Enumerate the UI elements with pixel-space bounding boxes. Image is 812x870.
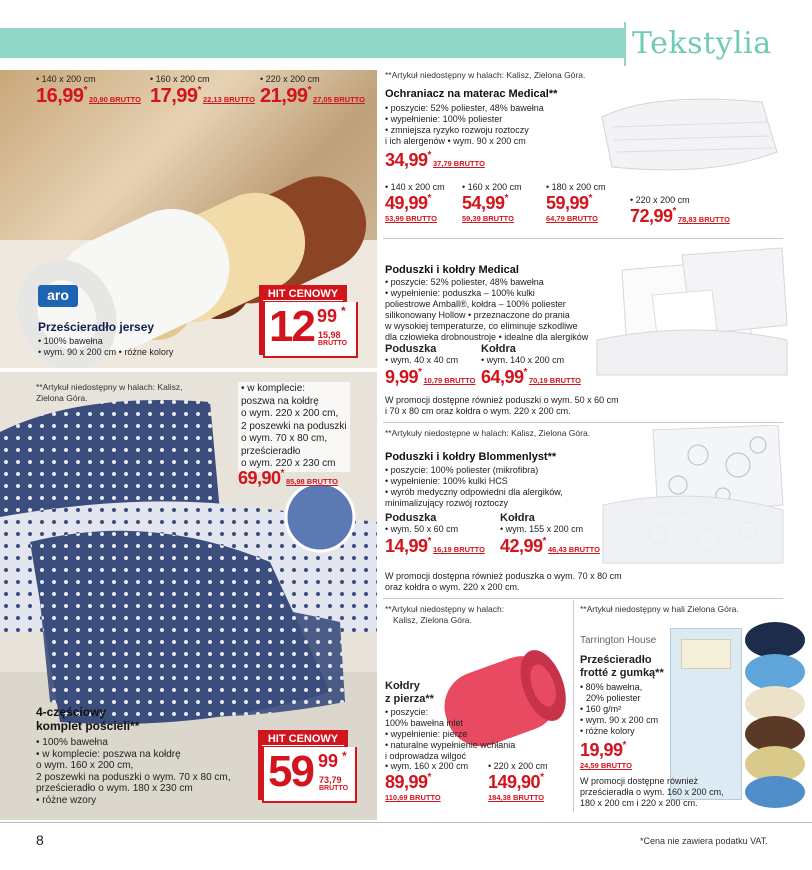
note-line: **Artykuł niedostępny w halach:	[385, 604, 505, 614]
price: 54,99	[462, 193, 505, 213]
title-line: z pierza**	[385, 693, 434, 705]
vertical-divider	[573, 600, 574, 812]
bullet: prześcieradło o wym. 180 x 230 cm	[36, 783, 193, 794]
medical-duvet: Kołdra • wym. 140 x 200 cm 64,99*70,19 BRUTTO	[481, 343, 581, 387]
bullet: 100% bawełna inlet	[385, 718, 464, 728]
bullet: i odprowadza wilgoć	[385, 751, 467, 761]
bullet: silikonowany Hollow • przeznaczone do prania	[385, 310, 570, 320]
medical-promo	[385, 395, 619, 417]
bullet: • wyrób medyczny odpowiedni dla alergików,	[385, 487, 563, 497]
page-title: Tekstylia	[632, 26, 772, 61]
size-label: • 220 x 200 cm	[488, 761, 548, 771]
title-line: 4-częściowy	[36, 705, 107, 719]
note-line: Kalisz, Zielona Góra.	[393, 614, 472, 625]
promo-line: prześcieradła o wym. 160 x 200 cm,	[580, 787, 724, 797]
promo-line: oraz kołdra o wym. 220 x 200 cm.	[385, 582, 520, 592]
hit-price-cents: 99	[317, 306, 338, 326]
size-label: • wym. 155 x 200 cm	[500, 524, 584, 534]
divider	[383, 598, 783, 599]
aro-logo-text: aro	[47, 287, 69, 303]
price: 34,99	[385, 150, 428, 170]
frotte-bullets	[580, 682, 658, 737]
price: 49,99	[385, 193, 428, 213]
jersey-size-2: • 160 x 200 cm 17,99*22,13 BRUTTO	[150, 74, 255, 107]
bullet: • wym. 90 x 200 cm	[580, 715, 659, 725]
price: 149,90	[488, 772, 541, 792]
bullet: • wypełnienie: pierze	[385, 729, 468, 739]
bedding-set-description	[238, 382, 350, 472]
price: 16,99	[36, 85, 84, 107]
brutto-price: 53,99 BRUTTO	[385, 214, 437, 223]
bullet: • wypełnienie: 100% poliester	[385, 114, 503, 124]
hit-brutto: 73,79	[319, 775, 342, 785]
pierza-title	[385, 680, 434, 706]
divider	[383, 422, 783, 423]
bullet: • różne wzory	[36, 794, 97, 806]
size-label: • 180 x 200 cm	[546, 182, 606, 192]
bullet: poliestrowe Amball®, kołdra – 100% poliester	[385, 299, 566, 309]
bedding-bullets	[36, 737, 231, 806]
frotte-promo	[580, 776, 724, 809]
bullet: • 80% bawełna,	[580, 682, 643, 692]
brutto-price: 184,38 BRUTTO	[488, 793, 545, 802]
set-line: o wym. 220 x 230 cm	[241, 458, 336, 469]
footer-line	[0, 822, 812, 823]
set-line: poszwa na kołdrę	[241, 395, 319, 407]
brutto-price: 110,69 BRUTTO	[385, 793, 441, 802]
pillows-and-duvet-illustration	[592, 240, 792, 380]
set-line: o wym. 220 x 200 cm,	[241, 408, 339, 419]
price: 89,99	[385, 772, 428, 792]
jersey-title: Prześcieradło jersey	[38, 320, 155, 334]
frotte-package-image	[670, 628, 742, 800]
ochraniacz-size-4: • 220 x 200 cm 72,99*78,83 BRUTTO	[630, 195, 730, 226]
frotte-title	[580, 654, 664, 680]
price: 59,99	[546, 193, 589, 213]
duvet-label: Kołdra	[481, 343, 516, 355]
bullet: • różne kolory	[580, 726, 635, 736]
bullet: • zmniejsza ryzyko rozwoju roztoczy	[385, 125, 529, 135]
blommen-pillow: Poduszka • wym. 50 x 60 cm 14,99*16,19 BRUTTO	[385, 512, 485, 556]
page-number: 8	[36, 832, 44, 848]
blommen-title: Poduszki i kołdry Blommenlyst**	[385, 451, 557, 463]
bullet: • 160 g/m²	[580, 704, 622, 714]
blommen-note: **Artykuły niedostępne w halach: Kalisz, Zielona Góra.	[385, 428, 591, 438]
hit-brutto: 15,98	[318, 330, 341, 340]
hit-brutto-label: BRUTTO	[319, 785, 349, 792]
color-swatches-illustration	[740, 620, 810, 810]
promo-line: W promocji dostępne również poduszki o wym. 50 x 60 cm	[385, 395, 619, 405]
brutto-price: 20,90 BRUTTO	[88, 95, 141, 104]
aro-logo	[38, 285, 78, 307]
title-line: komplet pościeli**	[36, 719, 140, 733]
package-label-icon	[681, 639, 731, 669]
size-label: • 220 x 200 cm	[260, 74, 320, 84]
brutto-price: 10,79 BRUTTO	[423, 376, 476, 385]
size-label: • 220 x 200 cm	[630, 195, 690, 205]
jersey-bullets	[38, 336, 173, 358]
blommen-image	[598, 425, 786, 565]
blommen-promo	[385, 571, 622, 593]
hit-price-big: 12	[269, 302, 314, 351]
bedding-hit-price: 59 99 * 73,79 BRUTTO	[262, 747, 357, 803]
brutto-price: 27,05 BRUTTO	[312, 95, 365, 104]
hit-brutto-label: BRUTTO	[318, 340, 348, 347]
bullet: • wypełnienie: poduszka – 100% kulki	[385, 288, 535, 298]
ochraniacz-size-3: • 180 x 200 cm 59,99* 64,79 BRUTTO	[546, 182, 606, 223]
bullet: 2 poszewki na poduszki o wym. 70 x 80 cm,	[36, 771, 231, 783]
bullet: w wysokiej temperaturze, co eliminuje szkodliwe	[385, 321, 578, 331]
size-label: • 140 x 200 cm	[385, 182, 445, 192]
pierza-note	[385, 604, 504, 625]
pierza-bullets	[385, 707, 515, 762]
medical-bullets	[385, 277, 588, 343]
brutto-price: 46,43 BRUTTO	[547, 545, 600, 554]
ochraniacz-note: **Artykuł niedostępny w halach: Kalisz, Zielona Góra.	[385, 70, 586, 80]
hit-price-big: 59	[268, 747, 313, 796]
bullet: • poszycie: 100% poliester (mikrofibra)	[385, 465, 539, 475]
brutto-price: 16,19 BRUTTO	[432, 545, 485, 554]
size-label: • 160 x 200 cm	[150, 74, 210, 84]
ochraniacz-title: Ochraniacz na materac Medical**	[385, 88, 558, 100]
frotte-note: **Artykuł niedostępny w hali Zielona Góra.	[580, 604, 739, 614]
price: 14,99	[385, 536, 428, 556]
set-line: prześcieradło	[241, 445, 301, 457]
brutto-price: 37,79 BRUTTO	[432, 159, 485, 168]
set-line: o wym. 70 x 80 cm,	[241, 433, 328, 444]
divider	[383, 238, 783, 239]
bedding-title	[36, 705, 139, 733]
medical-pillow: Poduszka • wym. 40 x 40 cm 9,99*10,79 BRUTTO	[385, 343, 476, 387]
bullet: • naturalne wypełnienie wchłania	[385, 740, 516, 750]
jersey-hit-price: 12 99 * 15,98 BRUTTO	[263, 302, 358, 358]
price: 21,99	[260, 85, 308, 107]
bullet: • wym. 90 x 200 cm • różne kolory	[38, 347, 174, 357]
vat-note: *Cena nie zawiera podatku VAT.	[640, 836, 768, 846]
medical-image	[592, 240, 792, 380]
bullet: • 100% bawełna	[36, 737, 108, 748]
hit-label: HIT CENOWY	[262, 730, 344, 746]
ochraniacz-bullets	[385, 103, 544, 147]
mattress-protector-illustration	[592, 82, 784, 182]
ochraniacz-size-1: • 140 x 200 cm 49,99* 53,99 BRUTTO	[385, 182, 445, 223]
bullet: i ich alergenów • wym. 90 x 200 cm	[385, 136, 526, 146]
hit-label: HIT CENOWY	[263, 285, 343, 301]
size-label: • wym. 40 x 40 cm	[385, 355, 459, 365]
bullet: 20% poliester	[586, 693, 641, 703]
bedding-set-price-row: 69,90*85,98 BRUTTO	[238, 468, 338, 488]
price: 42,99	[500, 536, 543, 556]
frotte-swatches	[740, 620, 810, 810]
size-label: • 160 x 200 cm	[462, 182, 522, 192]
brutto-price: 70,19 BRUTTO	[528, 376, 581, 385]
bullet: • poszycie: 52% poliester, 48% bawełna	[385, 103, 544, 113]
pillow-label: Poduszka	[385, 343, 437, 355]
hit-price-cents: 99	[318, 751, 339, 771]
promo-line: W promocji dostępna również poduszka o wym. 70 x 80 cm	[385, 571, 622, 581]
frotte-brand: Tarrington House	[580, 635, 657, 646]
title-line: Kołdry	[385, 680, 420, 692]
brutto-price: 22,13 BRUTTO	[202, 95, 255, 104]
bullet: • 100% bawełna	[38, 336, 103, 346]
bullet: minimalizujący rozwój roztoczy	[385, 498, 509, 508]
bullet: • wypełnienie: 100% kulki HCS	[385, 476, 508, 486]
brutto-price: 24,59 BRUTTO	[580, 761, 632, 770]
pierza-size-1: • wym. 160 x 200 cm 89,99* 110,69 BRUTTO	[385, 761, 469, 802]
brutto-price: 64,79 BRUTTO	[546, 214, 598, 223]
floral-bedding-illustration	[598, 425, 786, 565]
price: 64,99	[481, 367, 524, 387]
bullet: • poszycie:	[385, 707, 429, 717]
title-line: frotté z gumką**	[580, 667, 664, 679]
size-label: • 140 x 200 cm	[36, 74, 96, 84]
duvet-label: Kołdra	[500, 512, 535, 524]
pierza-size-2: • 220 x 200 cm 149,90* 184,38 BRUTTO	[488, 761, 548, 802]
set-line: • w komplecie:	[241, 383, 306, 394]
price: 17,99	[150, 85, 198, 107]
frotte-price: 19,99* 24,59 BRUTTO	[580, 740, 632, 770]
size-label: • wym. 140 x 200 cm	[481, 355, 565, 365]
price: 9,99	[385, 367, 419, 387]
brutto-price: 78,83 BRUTTO	[677, 215, 730, 224]
jersey-size-1: • 140 x 200 cm 16,99*20,90 BRUTTO	[36, 74, 141, 107]
bedding-note: **Artykuł niedostępny w halach: Kalisz, Zielona Góra.	[36, 382, 183, 403]
price: 19,99	[580, 740, 623, 760]
pillow-label: Poduszka	[385, 512, 437, 524]
bullet: dla człowieka drobnoustroje • idealne dla alergików	[385, 332, 589, 342]
ochraniacz-image	[592, 82, 784, 182]
size-label: • wym. 160 x 200 cm	[385, 761, 469, 771]
price: 69,90	[238, 468, 281, 488]
jersey-size-3: • 220 x 200 cm 21,99*27,05 BRUTTO	[260, 74, 365, 107]
ochraniacz-price-row: 34,99*37,79 BRUTTO	[385, 150, 485, 170]
brutto-price: 59,39 BRUTTO	[462, 214, 514, 223]
set-line: 2 poszewki na poduszki	[241, 420, 347, 432]
medical-title: Poduszki i kołdry Medical	[385, 264, 519, 276]
promo-line: i 70 x 80 cm oraz kołdra o wym. 220 x 200 cm.	[385, 406, 571, 416]
title-line: Prześcieradło	[580, 654, 652, 666]
price: 72,99	[630, 206, 673, 226]
blommen-duvet: Kołdra • wym. 155 x 200 cm 42,99*46,43 BRUTTO	[500, 512, 600, 556]
bullet: o wym. 160 x 200 cm,	[36, 760, 134, 771]
brutto-price: 85,98 BRUTTO	[285, 477, 338, 486]
promo-line: W promocji dostępne również	[580, 776, 699, 786]
size-label: • wym. 50 x 60 cm	[385, 524, 459, 534]
bullet: • w komplecie: poszwa na kołdrę	[36, 748, 181, 760]
bullet: • poszycie: 52% poliester, 48% bawełna	[385, 277, 544, 287]
promo-line: 180 x 200 cm i 220 x 200 cm.	[580, 798, 698, 808]
ochraniacz-size-2: • 160 x 200 cm 54,99* 59,39 BRUTTO	[462, 182, 522, 223]
blommen-bullets	[385, 465, 563, 509]
